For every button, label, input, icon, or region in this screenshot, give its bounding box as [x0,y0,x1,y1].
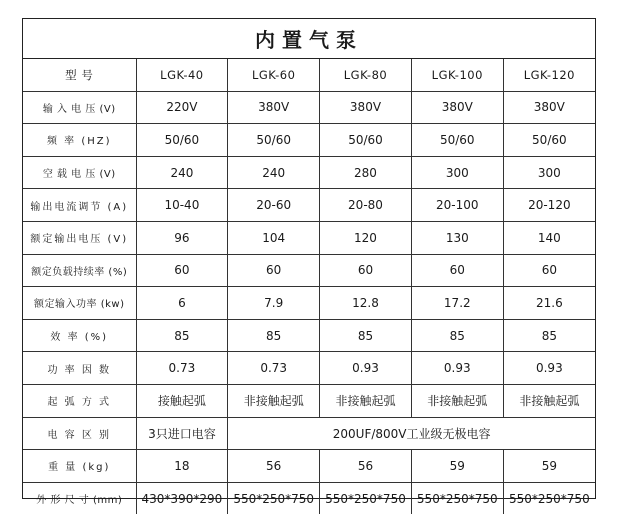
arc-start-value: 非接触起弧 [503,384,595,417]
power-factor-value: 0.93 [503,352,595,385]
no-load-voltage-value: 300 [411,156,503,189]
model-lgk-40: LGK-40 [136,59,228,91]
output-current-value: 20-80 [320,189,412,222]
rated-output-voltage-row [23,221,595,254]
spec-table [23,59,595,514]
duty-cycle-row [23,254,595,287]
dimensions-value: 550*250*750 [411,482,503,514]
input-voltage-value: 380V [503,91,595,124]
efficiency-value: 85 [320,319,412,352]
power-factor-label: 功 率 因 数 [23,352,136,385]
power-factor-row [23,352,595,385]
output-current-row [23,189,595,222]
rated-output-voltage-value: 140 [503,221,595,254]
arc-start-label: 起 弧 方 式 [23,384,136,417]
weight-value: 59 [411,450,503,483]
arc-start-value: 接触起弧 [136,384,228,417]
input-voltage-label: 输 入 电 压 (V) [23,91,136,124]
header-row [23,59,595,91]
capacitor-label: 电 容 区 别 [23,417,136,450]
efficiency-row [23,319,595,352]
model-lgk-60: LGK-60 [228,59,320,91]
efficiency-value: 85 [228,319,320,352]
duty-cycle-value: 60 [136,254,228,287]
weight-label: 重 量 (kg) [23,450,136,483]
input-voltage-row [23,91,595,124]
input-voltage-value: 380V [411,91,503,124]
input-power-value: 6 [136,287,228,320]
capacitor-rest-value: 200UF/800V工业级无极电容 [228,417,595,450]
no-load-voltage-value: 240 [228,156,320,189]
rated-output-voltage-value: 104 [228,221,320,254]
output-current-value: 20-100 [411,189,503,222]
weight-row [23,450,595,483]
input-power-row [23,287,595,320]
power-factor-value: 0.73 [228,352,320,385]
arc-start-value: 非接触起弧 [228,384,320,417]
input-power-value: 7.9 [228,287,320,320]
model-lgk-100: LGK-100 [411,59,503,91]
frequency-value: 50/60 [320,124,412,157]
rated-output-voltage-value: 130 [411,221,503,254]
efficiency-value: 85 [136,319,228,352]
duty-cycle-value: 60 [411,254,503,287]
no-load-voltage-value: 300 [503,156,595,189]
dimensions-value: 430*390*290 [136,482,228,514]
power-factor-value: 0.73 [136,352,228,385]
frequency-label: 频 率 (HZ) [23,124,136,157]
dimensions-row [23,482,595,514]
capacitor-first-value: 3只进口电容 [136,417,228,450]
model-lgk-120: LGK-120 [503,59,595,91]
duty-cycle-value: 60 [228,254,320,287]
duty-cycle-value: 60 [320,254,412,287]
rated-output-voltage-value: 96 [136,221,228,254]
power-factor-value: 0.93 [320,352,412,385]
dimensions-value: 550*250*750 [228,482,320,514]
arc-start-value: 非接触起弧 [320,384,412,417]
input-voltage-value: 380V [228,91,320,124]
input-voltage-value: 380V [320,91,412,124]
dimensions-value: 550*250*750 [503,482,595,514]
output-current-value: 20-120 [503,189,595,222]
weight-value: 59 [503,450,595,483]
dimensions-value: 550*250*750 [320,482,412,514]
capacitor-row [23,417,595,450]
output-current-value: 20-60 [228,189,320,222]
input-voltage-value: 220V [136,91,228,124]
no-load-voltage-row [23,156,595,189]
weight-value: 56 [320,450,412,483]
frequency-value: 50/60 [228,124,320,157]
no-load-voltage-value: 240 [136,156,228,189]
weight-value: 18 [136,450,228,483]
input-power-value: 17.2 [411,287,503,320]
sheet-title: 内置气泵 [23,19,595,59]
dimensions-label: 外 形 尺 寸 (mm) [23,482,136,514]
power-factor-value: 0.93 [411,352,503,385]
efficiency-value: 85 [503,319,595,352]
arc-start-row [23,384,595,417]
duty-cycle-value: 60 [503,254,595,287]
frequency-value: 50/60 [136,124,228,157]
frequency-row [23,124,595,157]
efficiency-value: 85 [411,319,503,352]
input-power-value: 21.6 [503,287,595,320]
input-power-label: 额定输入功率 (kw) [23,287,136,320]
frequency-value: 50/60 [411,124,503,157]
rated-output-voltage-value: 120 [320,221,412,254]
input-power-value: 12.8 [320,287,412,320]
rated-output-voltage-label: 额定输出电压 (V) [23,221,136,254]
no-load-voltage-label: 空 载 电 压 (V) [23,156,136,189]
no-load-voltage-value: 280 [320,156,412,189]
weight-value: 56 [228,450,320,483]
frequency-value: 50/60 [503,124,595,157]
header-label: 型 号 [23,59,136,91]
output-current-label: 输出电流调节 (A) [23,189,136,222]
arc-start-value: 非接触起弧 [411,384,503,417]
output-current-value: 10-40 [136,189,228,222]
efficiency-label: 效 率 (%) [23,319,136,352]
duty-cycle-label: 额定负载持续率 (%) [23,254,136,287]
model-lgk-80: LGK-80 [320,59,412,91]
spec-sheet [22,18,596,507]
